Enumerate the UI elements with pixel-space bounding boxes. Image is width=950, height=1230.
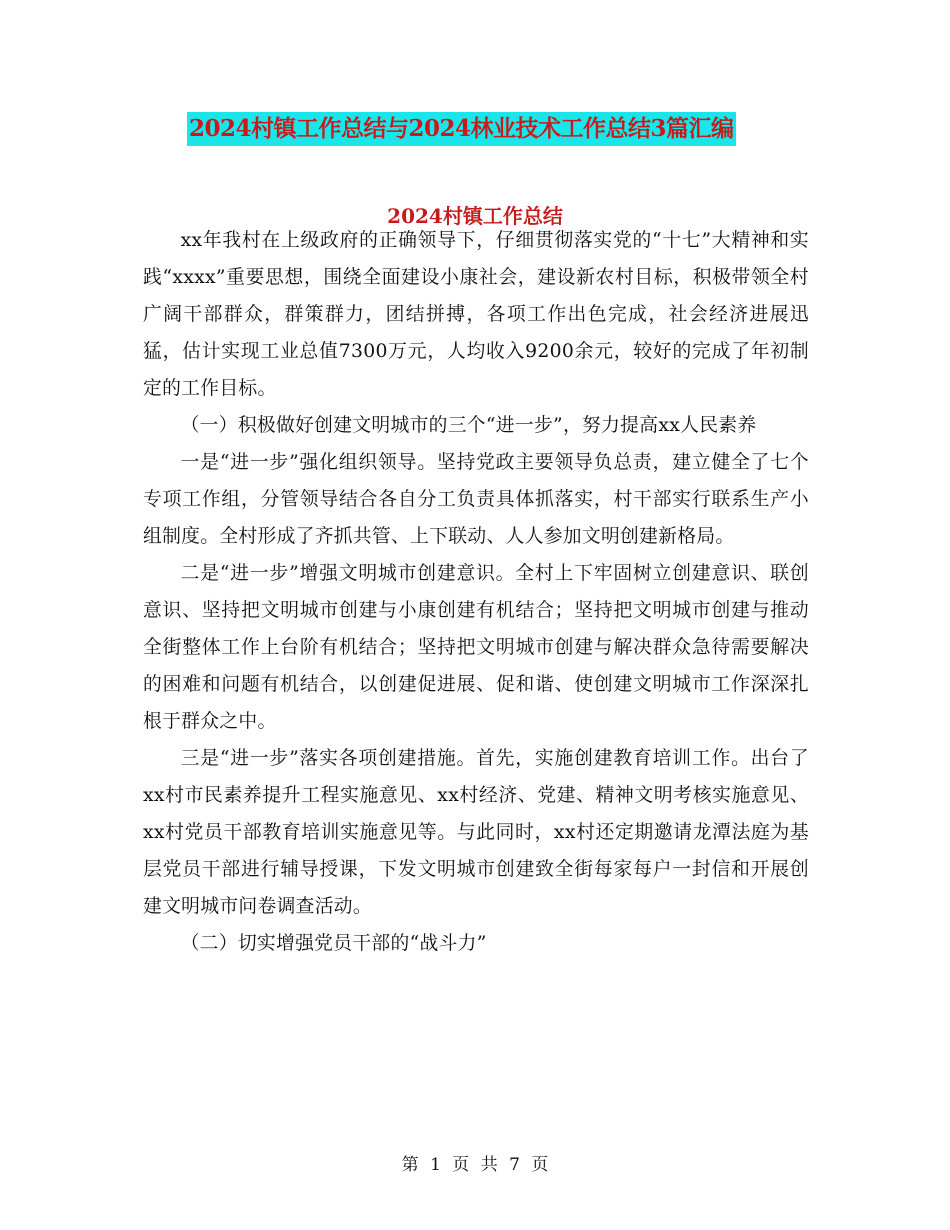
page-number-footer: 第 1 页 共 7 页 [401,1155,549,1175]
paragraph-heading-2: （二）切实增强党员干部的“战斗力” [180,933,487,954]
section-title: 2024村镇工作总结 [387,204,563,228]
document-title: 2024村镇工作总结与2024林业技术工作总结3篇汇编 [187,112,736,146]
paragraph-second-step: 二是“进一步”增强文明城市创建意识。全村上下牢固树立创建意识、联创意识、坚持把文明城市创建与小康创建有机结合；坚持把文明城市创建与推动全街整体工作上台阶有机结合；坚持把文明城市创建与解决群众急待需要解决的困难和问题有机结合，以创建促进展、促和谐、使创建文明城市工作深深扎根于群众之中。 [143,563,809,732]
document-body [143,222,809,962]
paragraph-first-step: 一是“进一步”强化组织领导。坚持党政主要领导负总责，建立健全了七个专项工作组，分管领导结合各自分工负责具体抓落实，村干部实行联系生产小组制度。全村形成了齐抓共管、上下联动、人人参加文明创建新格局。 [143,452,809,547]
paragraph-heading-1: （一）积极做好创建文明城市的三个“进一步”，努力提高xx人民素养 [180,415,757,436]
paragraph-intro: xx年我村在上级政府的正确领导下，仔细贯彻落实党的“十七”大精神和实践“xxxx”重要思想，围绕全面建设小康社会，建设新农村目标，积极带领全村广阔干部群众，群策群力，团结拼搏，各项工作出色完成，社会经济进展迅猛，估计实现工业总值7300万元，人均收入9200余元，较好的完成了年初制定的工作目标。 [143,230,809,399]
paragraph-third-step: 三是“进一步”落实各项创建措施。首先，实施创建教育培训工作。出台了xx村市民素养提升工程实施意见、xx村经济、党建、精神文明考核实施意见、xx村党员干部教育培训实施意见等。与此同时，xx村还定期邀请龙潭法庭为基层党员干部进行辅导授课，下发文明城市创建致全街每家每户一封信和开展创建文明城市问卷调查活动。 [143,748,809,917]
